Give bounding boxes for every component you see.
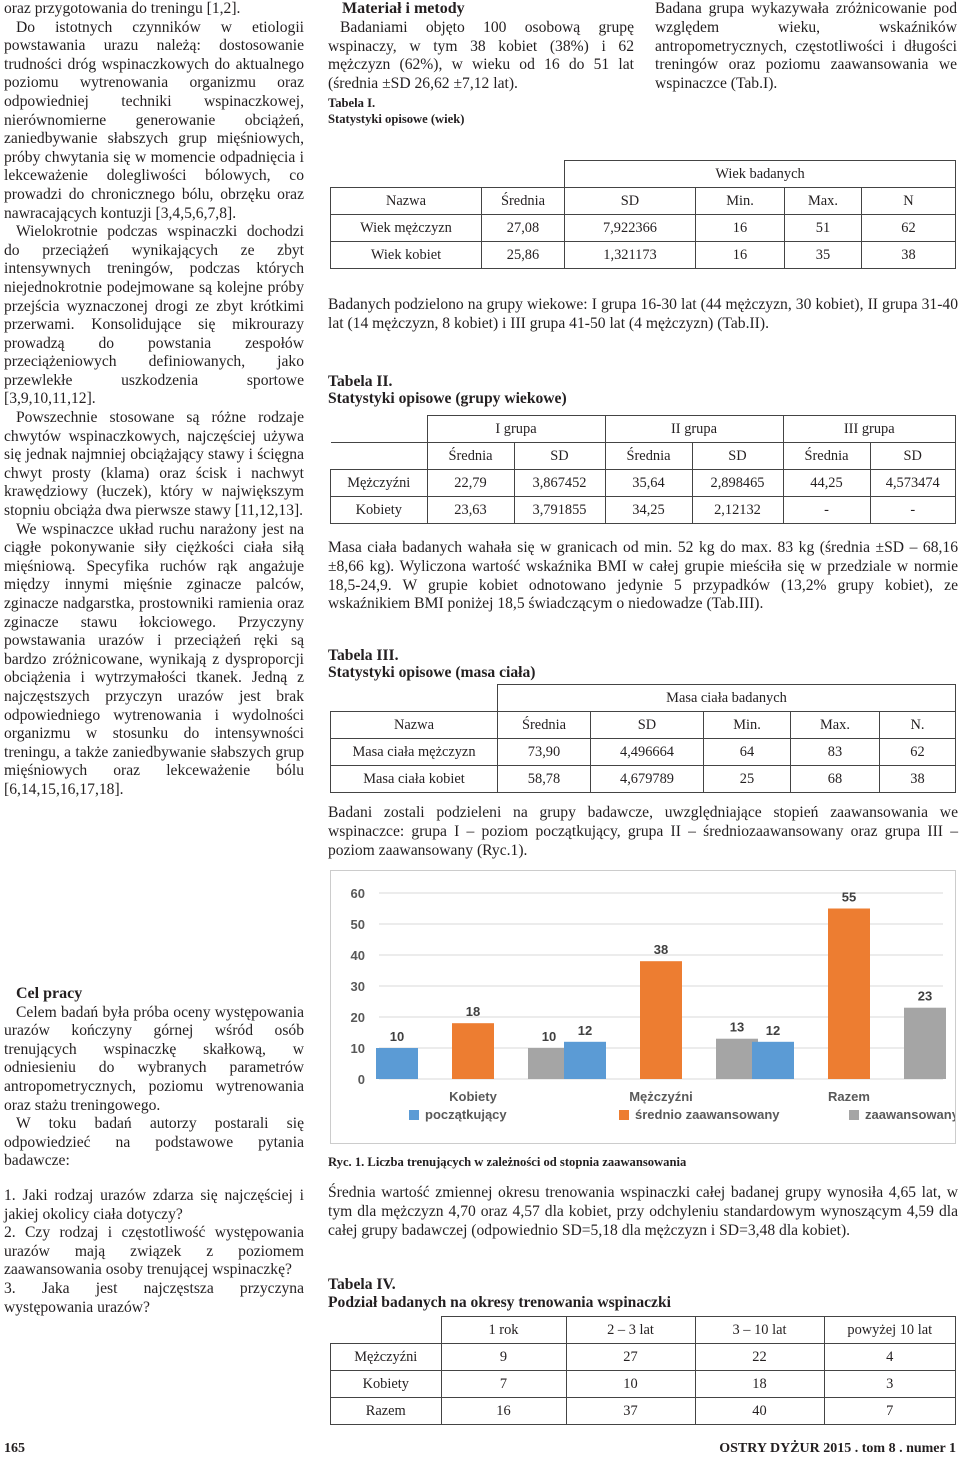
table-row (331, 739, 956, 766)
bar (904, 1008, 946, 1079)
legend-swatch (409, 1110, 419, 1120)
bar (752, 1042, 794, 1079)
legend-swatch (619, 1110, 629, 1120)
paragraph: Średnia wartość zmiennej okresu trenowania wspinaczki całej badanej grupy wynosiła 4,65 lat, w tym dla mężczyzn 4,70 oraz 4,57 dla kobiet, przy odchyleniu standardowym wynoszącym 4,59 dla całej grupy badawczej (odpowiednio SD=5,18 dla mężczyzn i SD=3,48 dla kobiet). (328, 1184, 958, 1239)
table-cell: 9 (441, 1344, 566, 1371)
y-tick-label: 10 (350, 1041, 365, 1056)
table-cell: 40 (695, 1398, 824, 1425)
x-tick-label: Mężczyźni (629, 1089, 693, 1104)
table-cell: 38 (880, 766, 956, 793)
table-empty-cell (331, 685, 498, 712)
table-empty-cell (331, 443, 428, 470)
table-header-cell: Min. (696, 188, 785, 215)
page-number: 165 (4, 1441, 25, 1456)
table-header-cell: 1 rok (441, 1317, 566, 1344)
table-group-header: Masa ciała badanych (498, 685, 956, 712)
table-cell: Mężczyźni (331, 470, 428, 497)
data-label: 38 (653, 942, 669, 958)
table-cell: 58,78 (498, 766, 591, 793)
table-header-cell: 3 – 10 lat (695, 1317, 824, 1344)
table-cell: 4 (824, 1344, 956, 1371)
table-label: Tabela II. (328, 373, 393, 390)
table-header-cell: SD (870, 443, 956, 470)
table-cell: 34,25 (605, 497, 692, 524)
table-cell: Masa ciała kobiet (331, 766, 498, 793)
paragraph: Celem badań była próba oceny występowania urazów kończyny górnej wśród osób trenujących wspinaczkę skałkową, w odniesieniu do wybranych parametrów antropometrycznych, poziomu wytrenowania oraz stażu treningowego. (4, 1003, 304, 1114)
table-cell: 16 (696, 242, 785, 269)
table-header-cell: SD (692, 443, 783, 470)
paragraph: Powszechnie stosowane są różne rodzaje chwytów wspinaczkowych, najczęściej używa się jednak najmniej obciążający stawy i ścięgna chwyt prosty (klama) oraz ścisk i nachwyt krawędziowy (łuczek), który w największym stopniu obciąża dwa pierwsze stawy [11,12,13]. (4, 409, 304, 520)
table-cell: 7,922366 (565, 215, 696, 242)
data-label: 12 (577, 1022, 593, 1038)
table-row (331, 1398, 956, 1425)
table-header-cell: SD (514, 443, 605, 470)
y-tick-label: 30 (350, 979, 365, 994)
bar (528, 1048, 570, 1079)
table-header-cell: Max. (791, 712, 880, 739)
data-label: 13 (729, 1019, 745, 1035)
table-cell: 83 (791, 739, 880, 766)
data-label: 10 (389, 1029, 405, 1044)
journal-footer: OSTRY DYŻUR 2015 . tom 8 . numer 1 (719, 1441, 956, 1456)
table-empty-cell (331, 1317, 442, 1344)
table-cell: 51 (785, 215, 862, 242)
section-heading: Materiał i metody (342, 0, 465, 17)
table-header-cell: Średnia (427, 443, 514, 470)
table-cell: 1,321173 (565, 242, 696, 269)
table-cell: 64 (704, 739, 791, 766)
table-header-cell: Min. (704, 712, 791, 739)
table-cell: Wiek kobiet (331, 242, 482, 269)
table-cell: 7 (441, 1371, 566, 1398)
paragraph: Badanych podzielono na grupy wiekowe: I grupa 16-30 lat (44 mężczyzn, 30 kobiet), II grupa 31-40 lat (14 mężczyzn, 8 kobiet) i III grupa 41-50 lat (4 mężczyzn) (Tab.II). (328, 296, 958, 332)
bar (716, 1039, 758, 1079)
table-row (331, 215, 956, 242)
spacer (4, 1171, 304, 1187)
y-tick-label: 50 (350, 917, 365, 932)
methods-section (328, 0, 634, 127)
table-header-cell: powyżej 10 lat (824, 1317, 956, 1344)
table-header-cell: Średnia (498, 712, 591, 739)
data-label: 18 (465, 1004, 481, 1020)
table-training-periods (330, 1316, 956, 1425)
table-cell: - (783, 497, 870, 524)
table-header-cell: Średnia (482, 188, 565, 215)
table-cell: 62 (880, 739, 956, 766)
y-tick-label: 60 (350, 886, 365, 901)
x-tick-label: Kobiety (449, 1089, 497, 1104)
table-cell: 16 (441, 1398, 566, 1425)
table-cell: - (870, 497, 956, 524)
table-row (331, 497, 956, 524)
table-cell: 25 (704, 766, 791, 793)
table-group-header: I grupa (427, 416, 605, 443)
table-header-cell: Nazwa (331, 188, 482, 215)
figure-caption: Ryc. 1. Liczba trenujących w zależności od stopnia zaawansowania (328, 1155, 687, 1169)
table-cell: 3,791855 (514, 497, 605, 524)
table-title: Podział badanych na okresy trenowania wspinaczki (328, 1294, 671, 1311)
table-group-header: III grupa (783, 416, 956, 443)
table-title: Statystyki opisowe (masa ciała) (328, 664, 536, 681)
table-label: Tabela I. (328, 95, 376, 110)
table-group-header: Wiek badanych (565, 161, 956, 188)
table-header-row (331, 1317, 956, 1344)
table-cell: 38 (862, 242, 956, 269)
bar (376, 1048, 418, 1079)
table-cell: 35,64 (605, 470, 692, 497)
table-cell: 7 (824, 1398, 956, 1425)
table-cell: Razem (331, 1398, 442, 1425)
legend-label: średnio zaawansowany (635, 1107, 780, 1122)
paragraph: Badana grupa wykazywała zróżnicowanie pod względem wieku, wskaźników antropometrycznych, częstotliwości i długości treningów oraz poziomu zaawansowania we wspinaczce (Tab.I). (655, 0, 957, 93)
table-header-row (331, 188, 956, 215)
table-empty-cell (331, 161, 565, 188)
table-header-cell: Nazwa (331, 712, 498, 739)
x-tick-label: Razem (828, 1089, 870, 1104)
paragraph: Do istotnych czynników w etiologii powstawania urazu należą: dostosowanie trudności dróg wspinaczkowych do aktualnego poziomu wytrenowania organizmu oraz odpowiedniej techniki wspinaczkowej, nierównomierne generowanie obciążeń, zaniedbywanie słabszych grup mięśniowych, próby chwytania się w momencie odpadnięcia i lekceważenie dolegliwości bólowych, co prowadzi do chronicznego bólu, obrzęku oraz nawracających kontuzji [3,4,5,6,7,8]. (4, 18, 304, 222)
table-cell: 4,573474 (870, 470, 956, 497)
table-row (331, 470, 956, 497)
bar (640, 961, 682, 1079)
table-cell: Wiek mężczyzn (331, 215, 482, 242)
paragraph: Masa ciała badanych wahała się w granicach od min. 52 kg do max. 83 kg (średnia ±SD – 68,16 ±8,66 kg). Wyliczona wartość wskaźnika BMI w całej grupie mieściła się w przedziale w normie 18,5-24,9. W grupie kobiet odnotowano jedynie 5 przypadków (13,2% grupy kobiet), ze wskaźnikiem BMI poniżej 18,5 świadczącym o niedowadze (Tab.III). (328, 539, 958, 613)
paragraph: Badaniami objęto 100 osobową grupę wspinaczy, w tym 38 kobiet (38%) i 62 mężczyzn (62%), w wieku od 16 do 51 lat (średnia ±SD 26,62 ±7,12 lat). (328, 18, 634, 93)
section-heading: Cel pracy (16, 985, 83, 1002)
table-age (330, 160, 956, 269)
table-cell: 35 (785, 242, 862, 269)
table-cell: 44,25 (783, 470, 870, 497)
table-cell: 2,898465 (692, 470, 783, 497)
data-label: 10 (541, 1029, 557, 1044)
table-header-cell: N. (880, 712, 956, 739)
bar (564, 1042, 606, 1079)
legend-swatch (849, 1110, 859, 1120)
question-item: 1. Jaki rodzaj urazów zdarza się najczęściej i jakiej okolicy ciała dotyczy? (4, 1186, 304, 1223)
legend-label: początkujący (425, 1107, 507, 1122)
bar (828, 909, 870, 1080)
table-title: Statystyki opisowe (wiek) (328, 111, 465, 126)
bar-chart (330, 870, 956, 1144)
table-cell: 27,08 (482, 215, 565, 242)
table-header-cell: SD (591, 712, 704, 739)
table-cell: 62 (862, 215, 956, 242)
table-header-cell: Średnia (783, 443, 870, 470)
table-row (331, 766, 956, 793)
table-header-cell: N (862, 188, 956, 215)
paragraph: W toku badań autorzy postarali się odpowiedzieć na podstawowe pytania badawcze: (4, 1115, 304, 1170)
table-cell: Masa ciała mężczyzn (331, 739, 498, 766)
table-header-cell: 2 – 3 lat (566, 1317, 695, 1344)
table-row (331, 1344, 956, 1371)
table-header-cell: SD (565, 188, 696, 215)
paragraph: We wspinaczce układ ruchu narażony jest na ciągłe pokonywanie siły ciężkości ciała siłą mięśniową. Specyfika ruchów rąk angażuje między innymi mięśnie zginacze palców, zginacze nadgarstka, prostowniki ramienia oraz zginacze stawu łokciowego. Przyczyny powstawania urazów i przeciążeń ręki są bardzo zróżnicowane, wynikają z dysproporcji obciążenia i wytrzymałości tkanek. Jedną z najczęstszych przyczyn urazów jest brak odpowiedniego wytrenowania i wydolności organizmu w stosunku do intensywności treningu, a także zaniedbywanie słabszych grup mięśniowych oraz lekceważenie bólu [6,14,15,16,17,18]. (4, 520, 304, 798)
table-cell: 25,86 (482, 242, 565, 269)
table-header-cell: Średnia (605, 443, 692, 470)
table-cell: 16 (696, 215, 785, 242)
table-cell: Kobiety (331, 497, 428, 524)
y-tick-label: 20 (350, 1010, 365, 1025)
table-cell: 68 (791, 766, 880, 793)
paragraph: oraz przygotowania do treningu [1,2]. (4, 0, 241, 17)
table-cell: 4,679789 (591, 766, 704, 793)
table-label: Tabela III. (328, 647, 399, 664)
table-cell: 3 (824, 1371, 956, 1398)
data-label: 23 (917, 988, 933, 1004)
table-row (331, 1371, 956, 1398)
table-cell: 73,90 (498, 739, 591, 766)
table-row (331, 242, 956, 269)
question-item: 3. Jaka jest najczęstsza przyczyna występowania urazów? (4, 1279, 304, 1316)
table-cell: 10 (566, 1371, 695, 1398)
table-cell: 3,867452 (514, 470, 605, 497)
table-empty-cell (331, 416, 428, 443)
question-item: 2. Czy rodzaj i częstotliwość występowania urazów mają związek z poziomem zaawansowania osoby trenującej wspinaczkę? (4, 1224, 304, 1279)
data-label: 55 (841, 889, 857, 905)
y-tick-label: 0 (357, 1072, 365, 1087)
table-age-groups (330, 415, 956, 524)
y-tick-label: 40 (350, 948, 365, 963)
table-cell: 23,63 (427, 497, 514, 524)
table-header-cell: Max. (785, 188, 862, 215)
table-cell: 37 (566, 1398, 695, 1425)
table-header-row (331, 712, 956, 739)
bar (452, 1023, 494, 1079)
paragraph: Badani zostali podzieleni na grupy badawcze, uwzględniające stopień zaawansowania we wspinaczce: grupa I – poziom początkujący, grupa II – średniozaawansowany oraz grupa III – poziom zaawansowany (Ryc.1). (328, 804, 958, 859)
paragraph: Wielokrotnie podczas wspinaczki dochodzi do przeciążeń wynikających ze zbyt intensywnych treningów, podczas których niejednokrotnie podejmowane są kolejne próby przejścia wyznaczonej drogi ze zbyt krótkimi przerwami. Konsolidujące się mikrourazy prowadzą do powstania zespołów przeciążeniowych definiowanych, jako przewlekłe uszkodzenia sportowe [3,9,10,11,12]. (4, 223, 304, 408)
table-cell: 22,79 (427, 470, 514, 497)
table-cell: 27 (566, 1344, 695, 1371)
data-label: 12 (765, 1022, 781, 1038)
table-group-header: II grupa (605, 416, 783, 443)
table-header-row (331, 443, 956, 470)
table-title: Statystyki opisowe (grupy wiekowe) (328, 390, 567, 407)
table-cell: 2,12132 (692, 497, 783, 524)
table-cell: Kobiety (331, 1371, 442, 1398)
table-label: Tabela IV. (328, 1276, 396, 1293)
aim-section (4, 985, 304, 1317)
table-cell: 18 (695, 1371, 824, 1398)
table-cell: Mężczyźni (331, 1344, 442, 1371)
table-body-mass (330, 684, 956, 793)
legend-label: zaawansowany (865, 1107, 955, 1122)
bar-chart-svg (331, 871, 955, 1143)
table-cell: 4,496664 (591, 739, 704, 766)
table-cell: 22 (695, 1344, 824, 1371)
left-column (4, 0, 304, 800)
